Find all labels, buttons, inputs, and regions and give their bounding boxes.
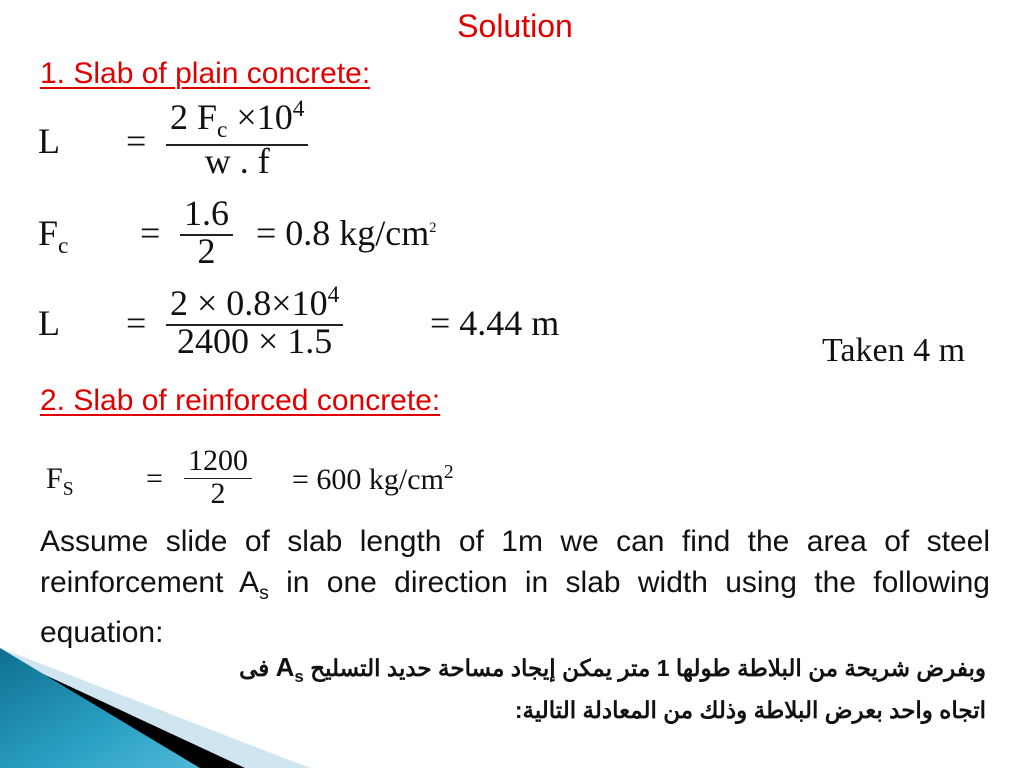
superscript: 2 <box>443 462 454 483</box>
subscript: c <box>217 117 228 144</box>
eq-lhs <box>46 462 74 501</box>
numerator: 1200 <box>188 444 248 477</box>
lhs-symbol: F <box>46 462 63 495</box>
subscript: c <box>58 233 69 260</box>
eq-result: = 4.44 m <box>430 303 560 343</box>
subscript: s <box>259 581 269 604</box>
section-2-heading: 2. Slab of reinforced concrete: <box>40 384 441 417</box>
lhs-symbol: F <box>38 213 59 253</box>
eq-result <box>292 462 454 497</box>
denominator: 2 <box>197 231 216 271</box>
taken-value: Taken 4 m <box>822 332 966 369</box>
as-symbol <box>275 652 304 687</box>
numerator: 2 F <box>170 97 218 137</box>
eq-sign: = <box>146 462 163 495</box>
eq-lhs: L <box>38 121 60 161</box>
arabic-line-2: اتجاه واحد بعرض البلاطة وذلك من المعادلة التالية: <box>514 697 986 723</box>
arabic-text: فى <box>239 655 276 681</box>
as-letter: A <box>275 652 295 682</box>
section-1-heading: 1. Slab of plain concrete: <box>40 57 371 90</box>
paragraph-text: Assume slide of slab length of 1m we can find the area of steel reinforcement A <box>40 525 990 599</box>
denominator: 2400 × 1.5 <box>177 321 333 361</box>
subscript: s <box>294 667 304 687</box>
paragraph-text: in one direction in slab width using the following equation: <box>40 565 990 649</box>
subscript: S <box>62 479 74 500</box>
numerator: 2 × 0.8×10 <box>170 283 328 323</box>
slide-title: Solution <box>457 8 573 44</box>
denominator: w . f <box>204 141 270 182</box>
result-text: = 600 kg/cm <box>292 463 444 496</box>
superscript: 4 <box>327 282 340 308</box>
numerator: 1.6 <box>184 193 229 233</box>
arabic-line-1 <box>239 652 986 687</box>
assumption-paragraph <box>40 522 990 654</box>
eq-lhs <box>38 212 68 260</box>
eq-sign: = <box>140 213 161 253</box>
arabic-text: وبفرض شريحة من البلاطة طولها 1 متر يمكن إيجاد مساحة حديد التسليح <box>303 655 986 681</box>
eq-result <box>256 212 437 254</box>
superscript: 4 <box>292 96 305 122</box>
result-text: = 0.8 kg/cm <box>256 213 430 253</box>
fraction <box>166 282 343 362</box>
superscript: 2 <box>429 220 437 236</box>
numerator: ×10 <box>227 97 293 137</box>
fraction <box>180 192 233 272</box>
fraction <box>166 96 308 182</box>
eq-lhs: L <box>38 303 60 343</box>
eq-sign: = <box>126 121 147 161</box>
denominator: 2 <box>210 477 226 510</box>
eq-sign: = <box>126 303 147 343</box>
fraction <box>184 444 252 511</box>
